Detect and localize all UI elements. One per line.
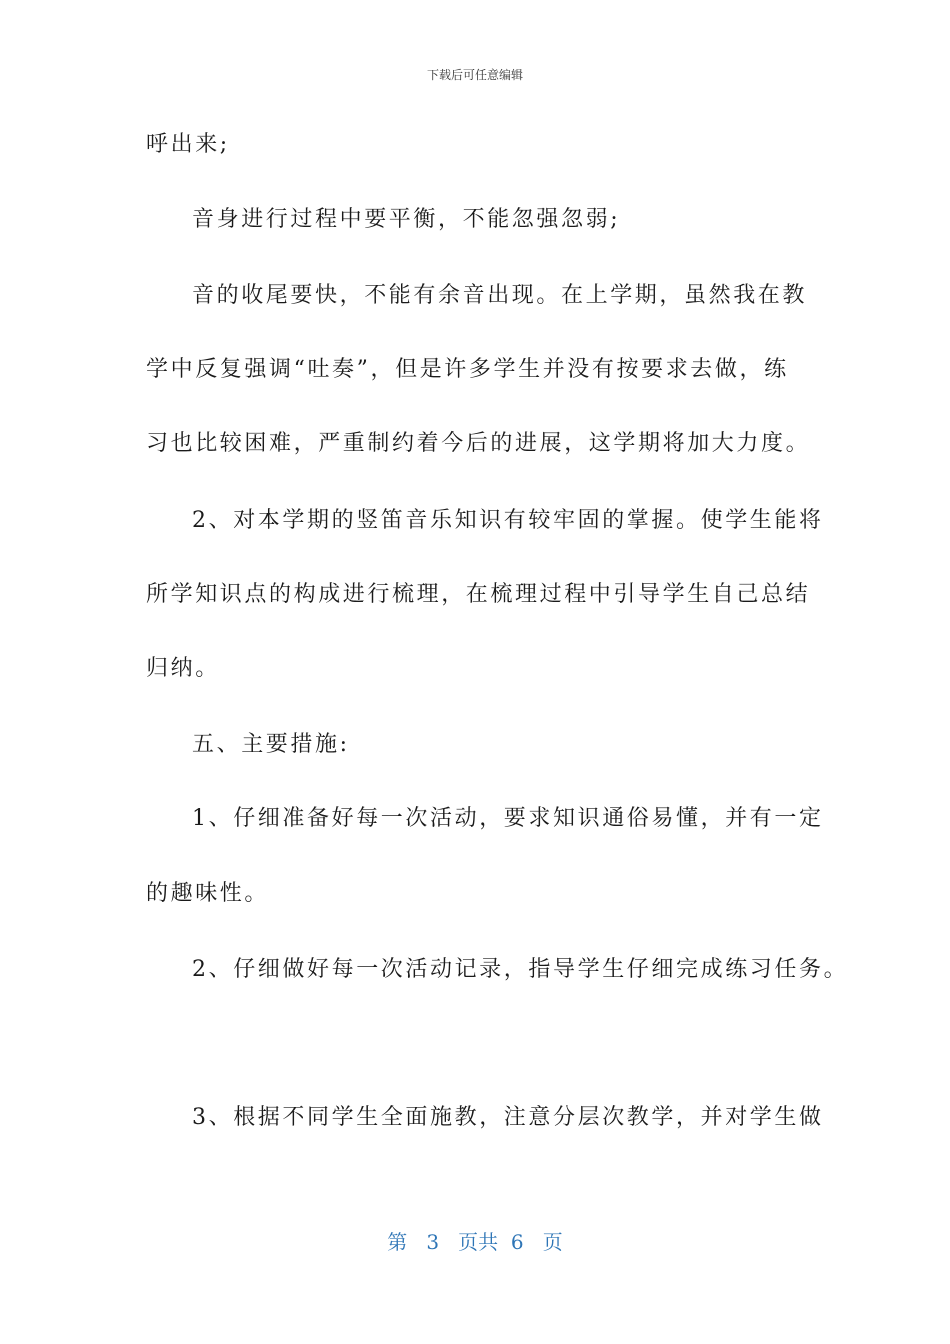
page-header: 下载后可任意编辑 [426,68,523,82]
page-number-footer [0,1226,950,1255]
footer-label-after: 页 [542,1230,563,1254]
body-line: 习也比较困难，严重制约着今后的进展，这学期将加大力度。 [146,431,811,456]
body-line: 呼出来; [146,132,230,157]
current-page-number: 3 [426,1230,440,1254]
body-line: 归纳。 [146,656,220,681]
body-line: 所学知识点的构成进行梳理，在梳理过程中引导学生自己总结 [146,582,811,607]
body-line: 音的收尾要快，不能有余音出现。在上学期，虽然我在教 [192,283,808,308]
body-line: 音身进行过程中要平衡，不能忽强忽弱; [192,207,621,232]
section-heading: 五、主要措施: [192,732,350,757]
footer-label-middle: 页共 [458,1230,499,1254]
body-line: 2、仔细做好每一次活动记录，指导学生仔细完成练习任务。 [192,957,849,982]
total-pages-number: 6 [510,1230,524,1254]
body-line: 3、根据不同学生全面施教，注意分层次教学，并对学生做 [192,1105,824,1130]
footer-label-before: 第 [387,1230,408,1254]
body-line: 2、对本学期的竖笛音乐知识有较牢固的掌握。使学生能将 [192,508,824,533]
body-line: 的趣味性。 [146,881,270,906]
body-line: 学中反复强调“吐奏”，但是许多学生并没有按要求去做，练 [146,357,789,382]
body-line: 1、仔细准备好每一次活动，要求知识通俗易懂，并有一定 [192,806,824,831]
